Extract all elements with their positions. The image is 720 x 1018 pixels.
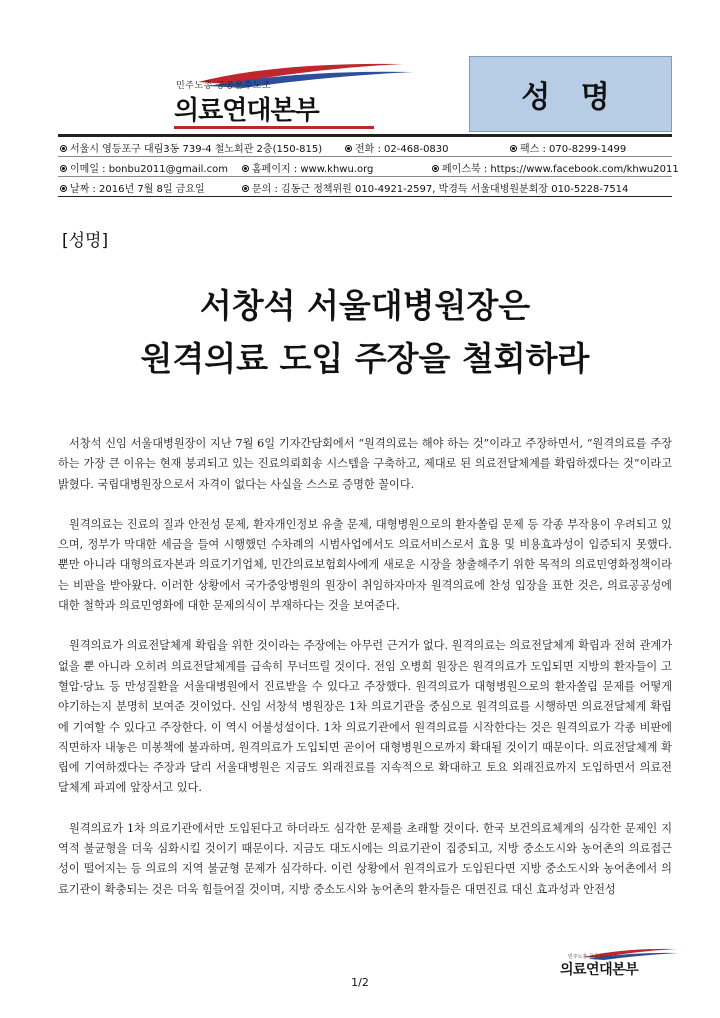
document-tag: [성명] — [62, 231, 109, 251]
address-text: 서울시 영등포구 대림3동 739-4 철노회관 2층(150-815) — [70, 144, 323, 155]
address-cell — [60, 140, 322, 155]
document-body — [58, 434, 672, 920]
bullet-icon — [242, 185, 249, 192]
fax-cell — [510, 140, 626, 155]
bullet-icon — [510, 145, 517, 152]
email-text: 이메일 : bonbu2011@gmail.com — [70, 164, 228, 175]
homepage-text: 홈페이지 : www.khwu.org — [252, 164, 374, 175]
statement-label: 성 명 — [521, 80, 620, 115]
phone-cell — [345, 140, 449, 155]
bullet-icon — [60, 185, 67, 192]
statement-label-box — [469, 56, 672, 132]
phone-text: 전화 : 02-468-0830 — [355, 144, 449, 155]
info-row-1 — [58, 137, 672, 157]
info-row-2 — [58, 157, 679, 177]
document-title-line-1: 서창석 서울대병원장은 — [199, 286, 531, 325]
date-text: 날짜 : 2016년 7월 8일 금요일 — [70, 184, 205, 195]
email-cell — [60, 160, 228, 175]
facebook-cell — [432, 160, 679, 175]
logo-underline — [174, 126, 374, 129]
letterhead — [58, 56, 679, 195]
body-paragraph: 서창석 신임 서울대병원장이 지난 7월 6일 기자간담회에서 “원격의료는 해야 하는 것”이라고 주장하면서, “원격의료를 주장하는 가장 큰 이유는 현재 붕괴되고 있는 진료의뢰회송 시스템을 구축하고, 제대로 된 의료전달체계를 확립하겠다는 것”이라고 밝혔다. 국립대병원장으로서 자격이 없다는 사실을 스스로 증명한 꼴이다. — [58, 437, 672, 491]
page-number: 1/2 — [351, 976, 369, 989]
contact-info-table — [58, 134, 679, 197]
footer-org-subtitle: 민주노총 공공운수노조 — [568, 954, 618, 960]
fax-text: 팩스 : 070-8299-1499 — [520, 144, 627, 155]
bullet-icon — [345, 145, 352, 152]
body-paragraph: 원격의료가 1차 의료기관에서만 도입된다고 하더라도 심각한 문제를 초래할 것이다. 한국 보건의료체계의 심각한 문제인 지역적 불균형을 더욱 심화시킬 것이기 때문이다. 지금도 대도시에는 의료기관이 집중되고, 지방 중소도시와 농어촌의 의료접근성이 떨어지는 등 의료의 지역 불균형 문제가 심각하다. 이런 상황에서 원격의료가 도입된다면 지방 중소도시와 농어촌에서 의료기관이 확충되는 것은 더욱 힘들어질 것이며, 지방 중소도시와 농어촌의 환자들은 대면진료 대신 효과성과 안전성 — [58, 821, 672, 896]
contact-cell — [242, 180, 628, 195]
footer-org-name: 의료연대본부 — [560, 962, 639, 978]
homepage-cell — [242, 160, 373, 175]
bullet-icon — [432, 165, 439, 172]
body-paragraph: 원격의료가 의료전달체계 확립을 위한 것이라는 주장에는 아무런 근거가 없다. 원격의료는 의료전달체계 확립과 전혀 관계가 없을 뿐 아니라 오히려 의료전달체계를 급속히 무너뜨릴 것이다. 전임 오병희 원장은 원격의료가 도입되면 지방의 환자들이 고혈압·당뇨 등 만성질환을 서울대병원에서 진료받을 수 있다고 주장했다. 원격의료가 대형병원으로의 환자쏠림 문제를 어떻게 야기하는지 분명히 보여준 것이었다. 신임 서창석 병원장은 1차 의료기관을 중심으로 원격의료를 시행하면 의료전달체계 확립에 기여할 수 있다고 주장한다. 이 역시 어불성설이다. 1차 의료기관에서 원격의료를 시작한다는 것은 원격의료가 각종 비판에 직면하자 내놓은 미봉책에 불과하며, 원격의료가 도입되면 곧이어 대형병원으로까지 확대될 것이기 때문이다. 의료전달체계 확립에 기여하겠다는 주장과 달리 서울대병원은 지금도 외래진료를 지속적으로 확대하고 토요 외래진료까지 도입하면서 의료전달체계 파괴에 앞장서고 있다. — [58, 639, 672, 795]
org-subtitle: 민주노총 공공운수노조 — [176, 81, 272, 91]
contact-text: 문의 : 김동근 정책위원 010-4921-2597, 박경득 서울대병원분회장 010-5228-7514 — [252, 184, 629, 195]
bullet-icon — [60, 145, 67, 152]
date-cell — [60, 180, 205, 195]
body-paragraph: 원격의료는 진료의 질과 안전성 문제, 환자개인정보 유출 문제, 대형병원으로의 환자쏠림 문제 등 각종 부작용이 우려되고 있으며, 정부가 막대한 세금을 들여 시행했던 수차례의 시범사업에서도 의료서비스로서 효용 및 비용효과성이 입증되지 못했다. 뿐만 아니라 대형의료자본과 의료기기업체, 민간의료보험회사에게 새로운 시장을 창출해주기 위한 목적의 의료민영화정책이라는 비판을 받아왔다. 이러한 상황에서 국가중앙병원의 원장이 취임하자마자 원격의료에 찬성 입장을 표한 것은, 의료공공성에 대한 철학과 의료민영화에 대한 문제의식이 부재하다는 것을 보여준다. — [58, 517, 672, 613]
document-title-line-2: 원격의료 도입 주장을 철회하라 — [140, 339, 590, 378]
facebook-text: 페이스북 : https://www.facebook.com/khwu2011 — [442, 164, 679, 175]
info-row-3 — [58, 177, 672, 196]
org-logo — [58, 56, 468, 132]
org-name: 의료연대본부 — [174, 96, 319, 126]
bullet-icon — [60, 165, 67, 172]
bullet-icon — [242, 165, 249, 172]
